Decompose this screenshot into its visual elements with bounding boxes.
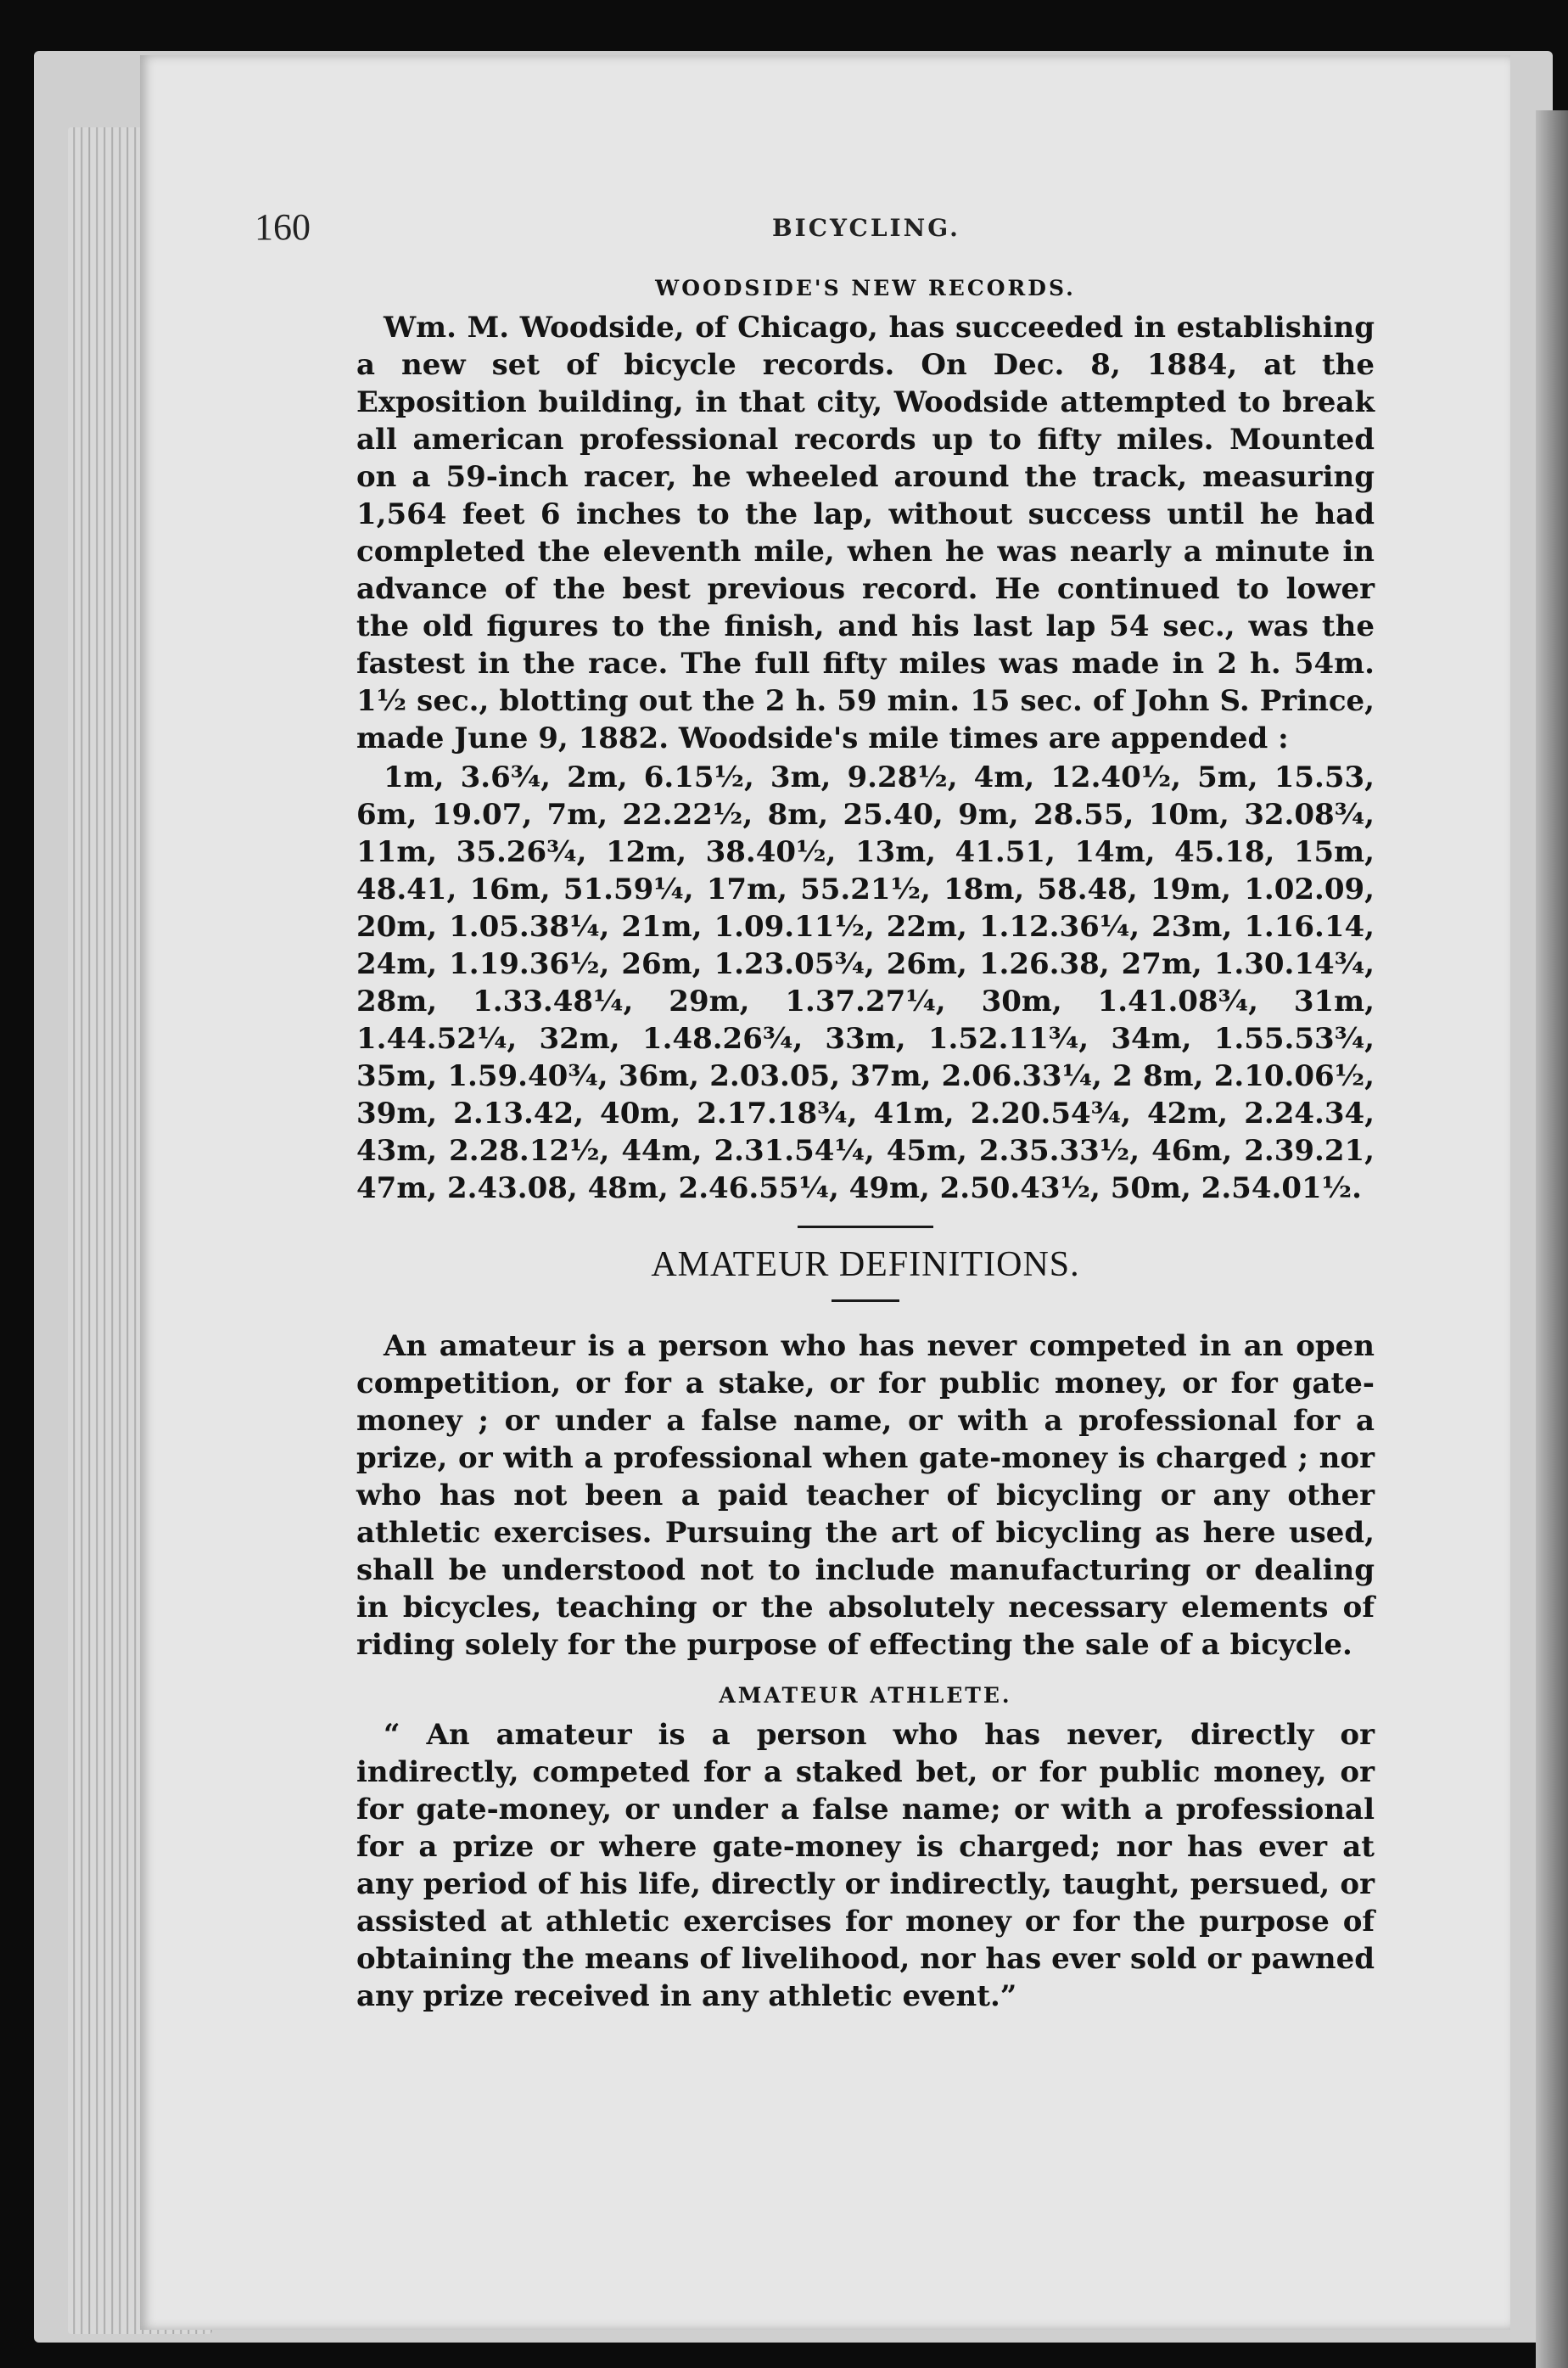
woodside-paragraph: Wm. M. Woodside, of Chicago, has succeeded in establishing a new set of bicycle records. On Dec. 8, 1884, at the Exposition building, in that city, Woodside attempted to break all american professional records up to fifty miles. Mounted on a 59-inch racer, he wheeled around the track, measuring 1,564 feet 6 inches to the lap, without success until he had completed the eleventh mile, when he was nearly a minute in advance of the best previous record. He continued to lower the old figures to the finish, and his last lap 54 sec., was the fastest in the race. The full fifty miles was made in 2 h. 54m. 1½ sec., blotting out the 2 h. 59 min. 15 sec. of John S. Prince, made June 9, 1882. Woodside's mile times are appended : <box>356 311 1375 755</box>
title-divider <box>832 1299 899 1302</box>
amateur-definitions-paragraph: An amateur is a person who has never competed in an open competition, or for a stake, or for public money, or for gate-money ; or under a false name, or with a professional for a prize, or with a professional when gate-money is charged ; nor who has not been a paid teacher of bicycling or any other athletic exercises. Pursuing the art of bicycling as here used, shall be understood not to include manufacturing or dealing in bicycles, teaching or the absolutely necessary elements of riding solely for the purpose of effecting the sale of a bicycle. <box>356 1329 1375 1662</box>
amateur-athlete-heading: AMATEUR ATHLETE. <box>719 1683 1012 1708</box>
mile-times-paragraph: 1m, 3.6¾, 2m, 6.15½, 3m, 9.28½, 4m, 12.40½, 5m, 15.53, 6m, 19.07, 7m, 22.22½, 8m, 25.40, 9m, 28.55, 10m, 32.08¾, 11m, 35.26¾, 12m, 38.40½, 13m, 41.51, 14m, 45.18, 15m, 48.41, 16m, 51.59¼, 17m, 55.21½, 18m, 58.48, 19m, 1.02.09, 20m, 1.05.38¼, 21m, 1.09.11½, 22m, 1.12.36¼, 23m, 1.16.14, 24m, 1.19.36½, 26m, 1.23.05¾, 26m, 1.26.38, 27m, 1.30.14¾, 28m, 1.33.48¼, 29m, 1.37.27¼, 30m, 1.41.08¾, 31m, 1.44.52¼, 32m, 1.48.26¾, 33m, 1.52.11¾, 34m, 1.55.53¾, 35m, 1.59.40¾, 36m, 2.03.05, 37m, 2.06.33¼, 2 8m, 2.10.06½, 39m, 2.13.42, 40m, 2.17.18¾, 41m, 2.20.54¾, 42m, 2.24.34, 43m, 2.28.12½, 44m, 2.31.54¼, 45m, 2.35.33½, 46m, 2.39.21, 47m, 2.43.08, 48m, 2.46.55¼, 49m, 2.50.43½, 50m, 2.54.01½. <box>356 760 1375 1205</box>
page-number: 160 <box>255 206 311 248</box>
woodside-heading: WOODSIDE'S NEW RECORDS. <box>655 276 1076 300</box>
section-divider <box>798 1226 933 1228</box>
amateur-athlete-paragraph: “ An amateur is a person who has never, directly or indirectly, competed for a staked bet, or for public money, or for gate-money, or under a false name; or with a professional for a prize or where gate-money is charged; nor has ever at any period of his life, directly or indirectly, taught, persued, or assisted at athletic exercises for money or for the purpose of obtaining the means of livelihood, nor has ever sold or pawned any prize received in any athletic event.” <box>356 1718 1375 2013</box>
running-head: BICYCLING. <box>772 214 960 242</box>
amateur-definitions-title: AMATEUR DEFINITIONS. <box>651 1245 1080 1284</box>
page-content <box>356 272 1375 2015</box>
page-header <box>255 205 1358 256</box>
book-spine-edge <box>1536 110 1568 2368</box>
